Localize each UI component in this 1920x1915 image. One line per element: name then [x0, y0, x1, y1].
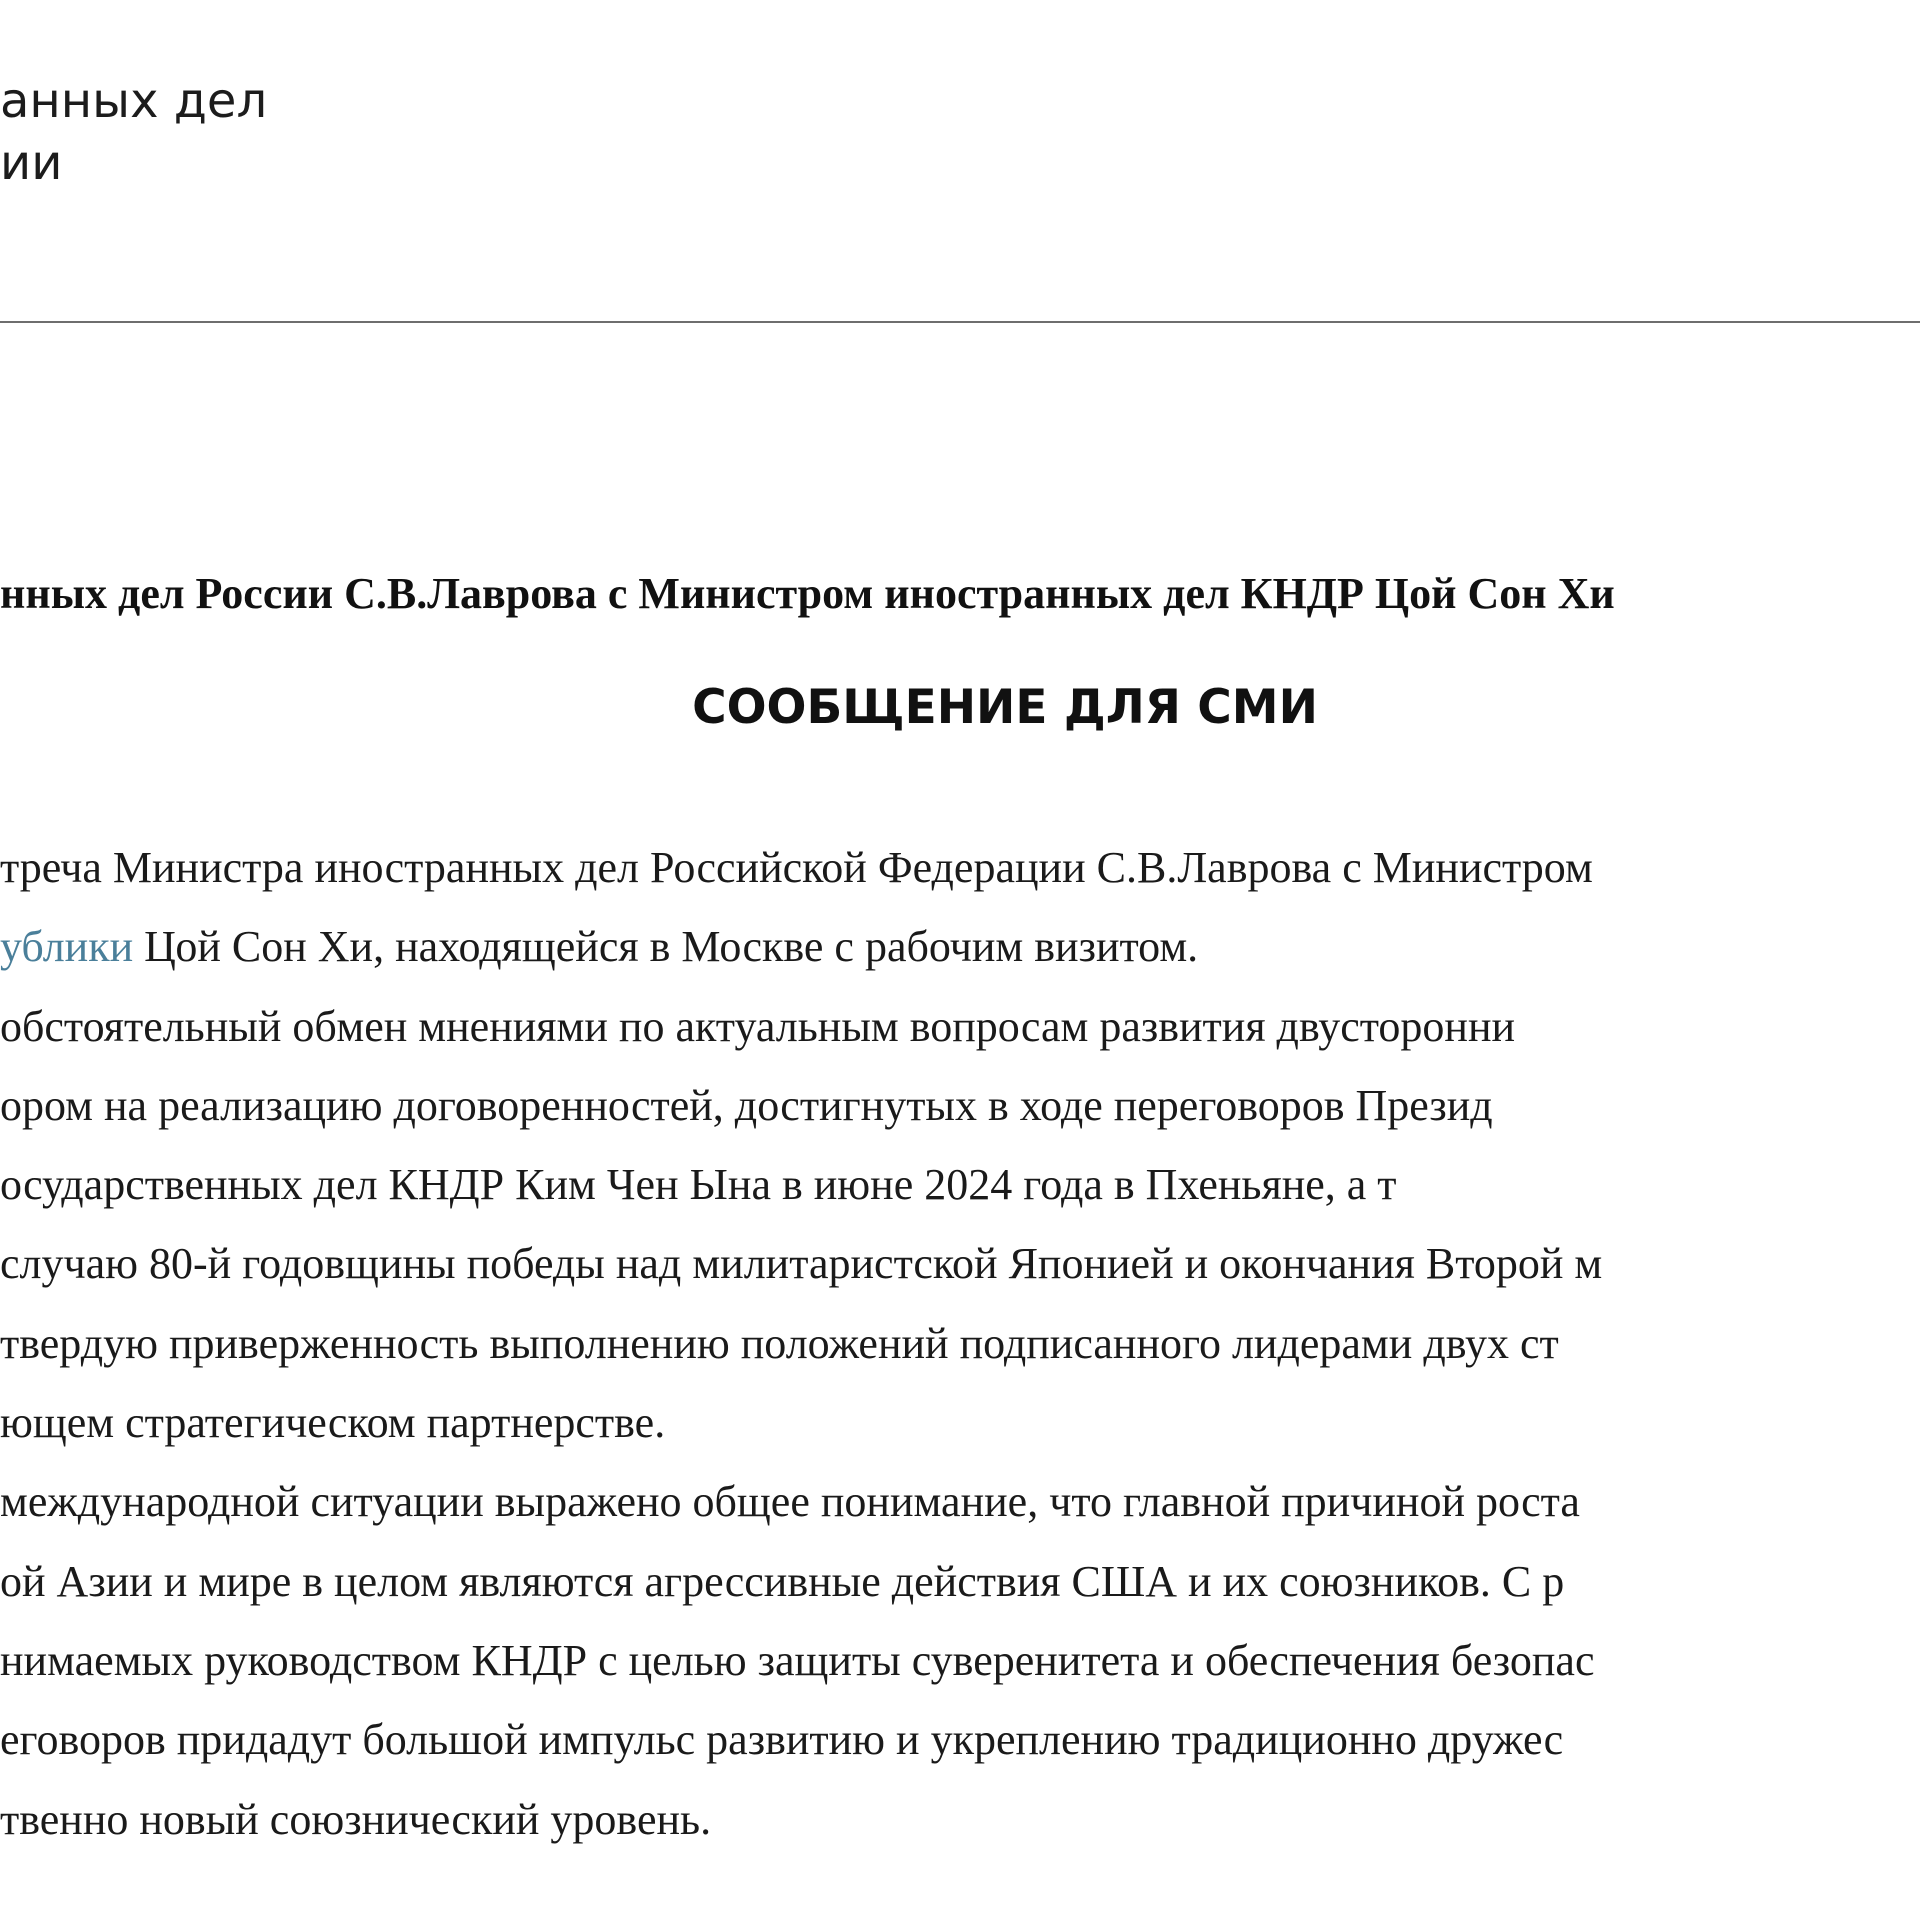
text-line: ющем стратегическом партнерстве.: [0, 1398, 666, 1448]
text-line: треча Министра иностранных дел Российской Федерации С.В.Лаврова с Министром: [0, 843, 1593, 892]
document-title: нных дел России С.В.Лаврова с Министром иностранных дел КНДР Цой Сон Хи: [0, 569, 1615, 618]
text-line: случаю 80-й годовщины победы над милитаристской Японией и окончания Второй м: [0, 1239, 1603, 1289]
document-body: [0, 838, 1920, 1869]
text-line: [0, 917, 1920, 996]
text-line: нимаемых руководством КНДР с целью защиты суверенитета и обеспечения безопас: [0, 1635, 1595, 1685]
text-line: осударственных дел КНДР Ким Чен Ына в июне 2024 года в Пхеньяне, а т: [0, 1160, 1397, 1210]
header-line-2: ии: [0, 135, 63, 191]
text-line: обстоятельный обмен мнениями по актуальным вопросам развития двусторонни: [0, 1001, 1516, 1051]
text-line: международной ситуации выражено общее понимание, что главной причиной роста: [0, 1477, 1580, 1527]
text-line: твенно новый союзнический уровень.: [0, 1794, 712, 1844]
text-line: ой Азии и мире в целом являются агрессивные действия США и их союзников. С р: [0, 1556, 1565, 1606]
header-line-1: анных дел: [0, 73, 268, 129]
text-line: ором на реализацию договоренностей, достигнутых в ходе переговоров Презид: [0, 1080, 1493, 1130]
text-line: твердую приверженность выполнению положений подписанного лидерами двух ст: [0, 1318, 1559, 1368]
header-divider: [0, 321, 1920, 323]
republic-link[interactable]: ублики: [0, 922, 134, 972]
text-line-rest: Цой Сон Хи, находящейся в Москве с рабочим визитом.: [133, 922, 1199, 972]
text-line: еговоров придадут большой импульс развитию и укреплению традиционно дружес: [0, 1715, 1564, 1765]
press-release-heading: СООБЩЕНИЕ ДЛЯ СМИ: [692, 680, 1318, 735]
ministry-header: [0, 70, 600, 194]
